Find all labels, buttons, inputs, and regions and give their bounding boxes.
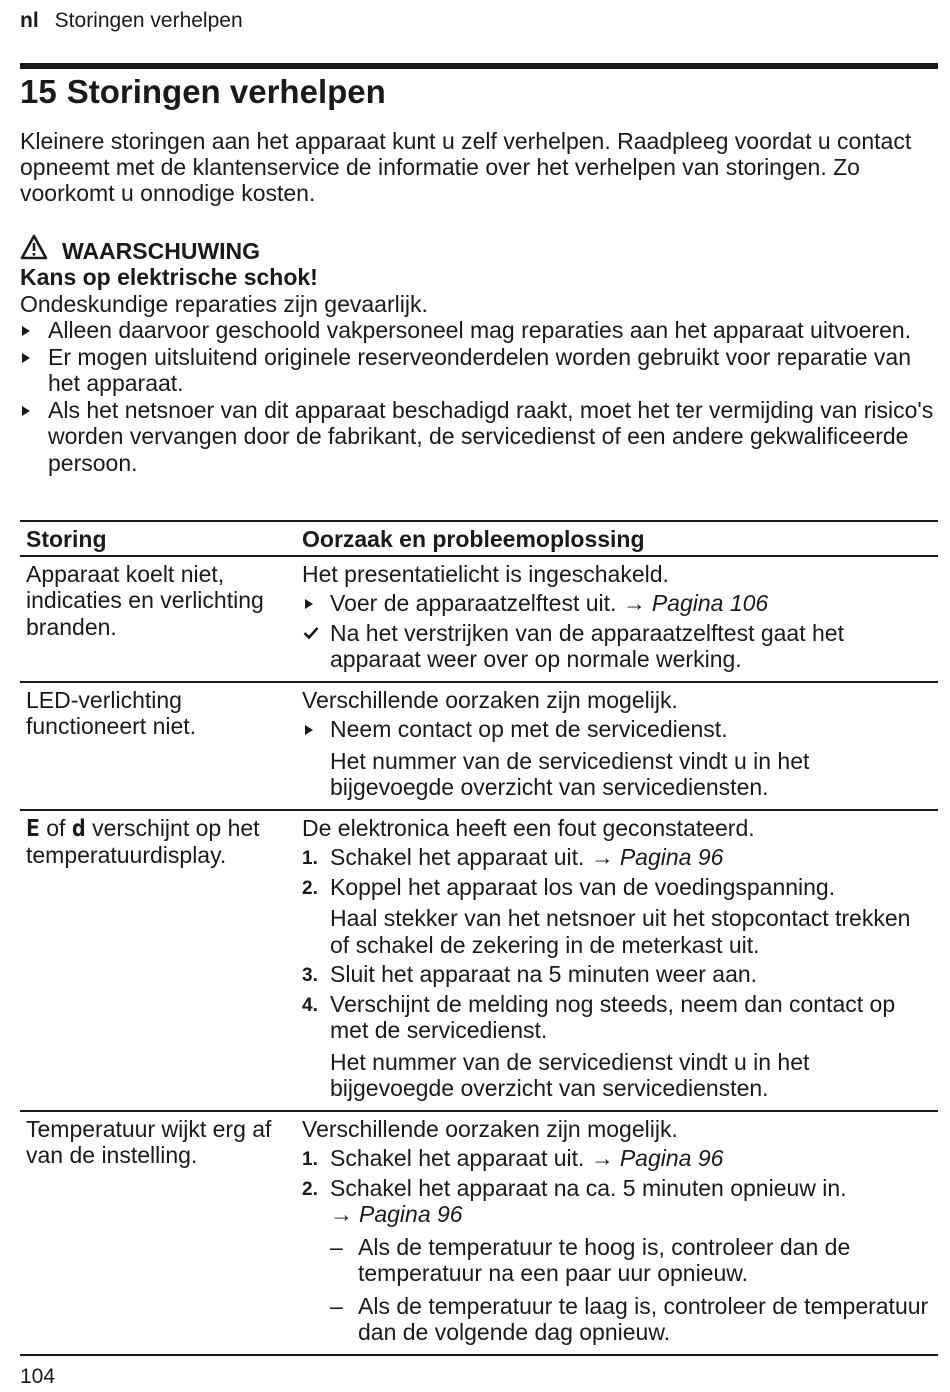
- cause-cell: [296, 682, 938, 810]
- section-name: Storingen verhelpen: [54, 9, 243, 32]
- step-number: 3.: [302, 965, 318, 986]
- fault-cell: Apparaat koelt niet, indicaties en verlichting branden.: [20, 556, 296, 682]
- chapter-number: 15: [20, 73, 57, 110]
- display-symbol-d: d: [71, 815, 86, 842]
- step-number: 1.: [302, 1149, 318, 1170]
- triangle-bullet-icon: [305, 725, 313, 735]
- step-item: [302, 1145, 932, 1172]
- step-number: 2.: [302, 1178, 318, 1200]
- warning-block: [20, 232, 938, 476]
- table-header-row: [20, 521, 938, 556]
- warning-bullet: [20, 397, 938, 477]
- fault-cell: [20, 810, 296, 1111]
- page-number: 104: [20, 1365, 56, 1388]
- action-text: Neem contact op met de servicedienst.: [330, 716, 728, 742]
- display-symbol-e: E: [26, 815, 40, 842]
- triangle-bullet-icon: [22, 353, 30, 363]
- triangle-bullet-icon: [305, 599, 313, 609]
- step-number: 4.: [302, 994, 318, 1016]
- table-row: [20, 556, 938, 682]
- arrow-right-icon: →: [330, 1201, 353, 1227]
- cause-cell: [296, 810, 938, 1111]
- bullet-text: Alleen daarvoor geschoold vakpersoneel mag reparaties aan het apparaat uitvoeren.: [48, 317, 912, 343]
- cause-text: Verschillende oorzaken zijn mogelijk.: [302, 686, 678, 713]
- dash-marker: –: [330, 1233, 343, 1260]
- warning-bullet: [20, 317, 938, 344]
- step-text: Schakel het apparaat uit.: [330, 1145, 585, 1171]
- cause-cell: [296, 556, 938, 682]
- cause-cell: [296, 1111, 938, 1355]
- step-item: [302, 844, 932, 871]
- triangle-bullet-icon: [22, 406, 30, 416]
- page-reference: → Pagina 96: [330, 1201, 463, 1227]
- step-text: Schakel het apparaat uit.: [330, 844, 585, 870]
- fault-text: verschijnt op het temperatuurdisplay.: [26, 814, 260, 868]
- chapter-title: [20, 72, 386, 112]
- page-reference: → Pagina 106: [622, 590, 769, 616]
- fault-connector: of: [46, 814, 66, 841]
- bullet-text: Als het netsnoer van dit apparaat beschadigd raakt, moet het ter vermijding van risico's worden vervangen door de fabrikant, de servicedienst of een andere gekwalificeerde persoon.: [48, 396, 934, 476]
- step-text: Koppel het apparaat los van de voedingspanning.: [330, 873, 836, 900]
- step-text: Schakel het apparaat na ca. 5 minuten opnieuw in.: [330, 1174, 847, 1201]
- step-note: Haal stekker van het netsnoer uit het stopcontact trekken of schakel de zekering in de meterkast uit.: [330, 905, 911, 958]
- warning-triangle-icon: [20, 234, 48, 260]
- step-item: [302, 874, 932, 901]
- fault-cell: LED-verlichting functioneert niet.: [20, 682, 296, 810]
- troubleshooting-table: [20, 520, 938, 1356]
- action-item: [302, 590, 932, 617]
- warning-label: WAARSCHUWING: [62, 237, 261, 264]
- running-header: [20, 8, 243, 34]
- page-reference: → Pagina 96: [590, 1145, 724, 1171]
- bullet-text: Er mogen uitsluitend originele reserveonderdelen worden gebruikt voor reparatie van het apparaat.: [48, 343, 912, 396]
- table-row: [20, 682, 938, 810]
- fault-cell: Temperatuur wijkt erg af van de instelling.: [20, 1111, 296, 1355]
- warning-text: Ondeskundige reparaties zijn gevaarlijk.: [20, 290, 428, 317]
- column-header-cause: Oorzaak en probleemoplossing: [296, 521, 938, 556]
- intro-paragraph: Kleinere storingen aan het apparaat kunt u zelf verhelpen. Raadpleeg voordat u contact opneemt met de klantenservice de informatie over het verhelpen van storingen. Zo voorkomt u onnodige kosten.: [20, 128, 912, 206]
- cause-text: Het presentatielicht is ingeschakeld.: [302, 560, 669, 587]
- action-item: [302, 716, 932, 743]
- result-item: [302, 620, 932, 673]
- step-item: [302, 1175, 932, 1228]
- header-rule: [20, 63, 938, 69]
- sub-item-text: Als de temperatuur te laag is, controleer de temperatuur dan de volgende dag opnieuw.: [358, 1292, 929, 1345]
- table-row: [20, 1111, 938, 1355]
- sub-item: [302, 1293, 932, 1346]
- cause-text: De elektronica heeft een fout geconstateerd.: [302, 814, 755, 841]
- arrow-right-icon: →: [622, 590, 646, 616]
- warning-headline: Kans op elektrische schok!: [20, 264, 318, 290]
- step-item: [302, 991, 932, 1044]
- chapter-title-text: Storingen verhelpen: [66, 73, 386, 110]
- sub-item: [302, 1234, 932, 1287]
- cause-text: Verschillende oorzaken zijn mogelijk.: [302, 1115, 678, 1142]
- triangle-bullet-icon: [22, 326, 30, 336]
- column-header-fault: Storing: [20, 521, 296, 556]
- table-row: [20, 810, 938, 1111]
- step-text: Sluit het apparaat na 5 minuten weer aan.: [330, 961, 758, 987]
- step-number: 2.: [302, 877, 318, 899]
- page-reference: → Pagina 96: [590, 844, 724, 870]
- warning-heading: [20, 232, 938, 264]
- step-note: Het nummer van de servicedienst vindt u in het bijgevoegde overzicht van servicediensten.: [330, 1048, 810, 1101]
- dash-marker: –: [330, 1292, 343, 1319]
- language-code: nl: [20, 9, 39, 32]
- warning-bullet: [20, 344, 938, 397]
- arrow-right-icon: →: [590, 1145, 614, 1171]
- step-text: Verschijnt de melding nog steeds, neem dan contact op met de servicedienst.: [330, 990, 896, 1043]
- sub-item-text: Als de temperatuur te hoog is, controleer dan de temperatuur na een paar uur opnieuw.: [358, 1233, 851, 1286]
- step-number: 1.: [302, 848, 318, 869]
- result-text: Na het verstrijken van de apparaatzelftest gaat het apparaat weer over op normale werking.: [330, 619, 844, 672]
- checkmark-icon: [303, 626, 319, 640]
- step-item: [302, 961, 932, 988]
- action-text: Voer de apparaatzelftest uit.: [330, 590, 617, 616]
- arrow-right-icon: →: [590, 844, 614, 870]
- note-text: Het nummer van de servicedienst vindt u in het bijgevoegde overzicht van servicediensten.: [330, 747, 810, 800]
